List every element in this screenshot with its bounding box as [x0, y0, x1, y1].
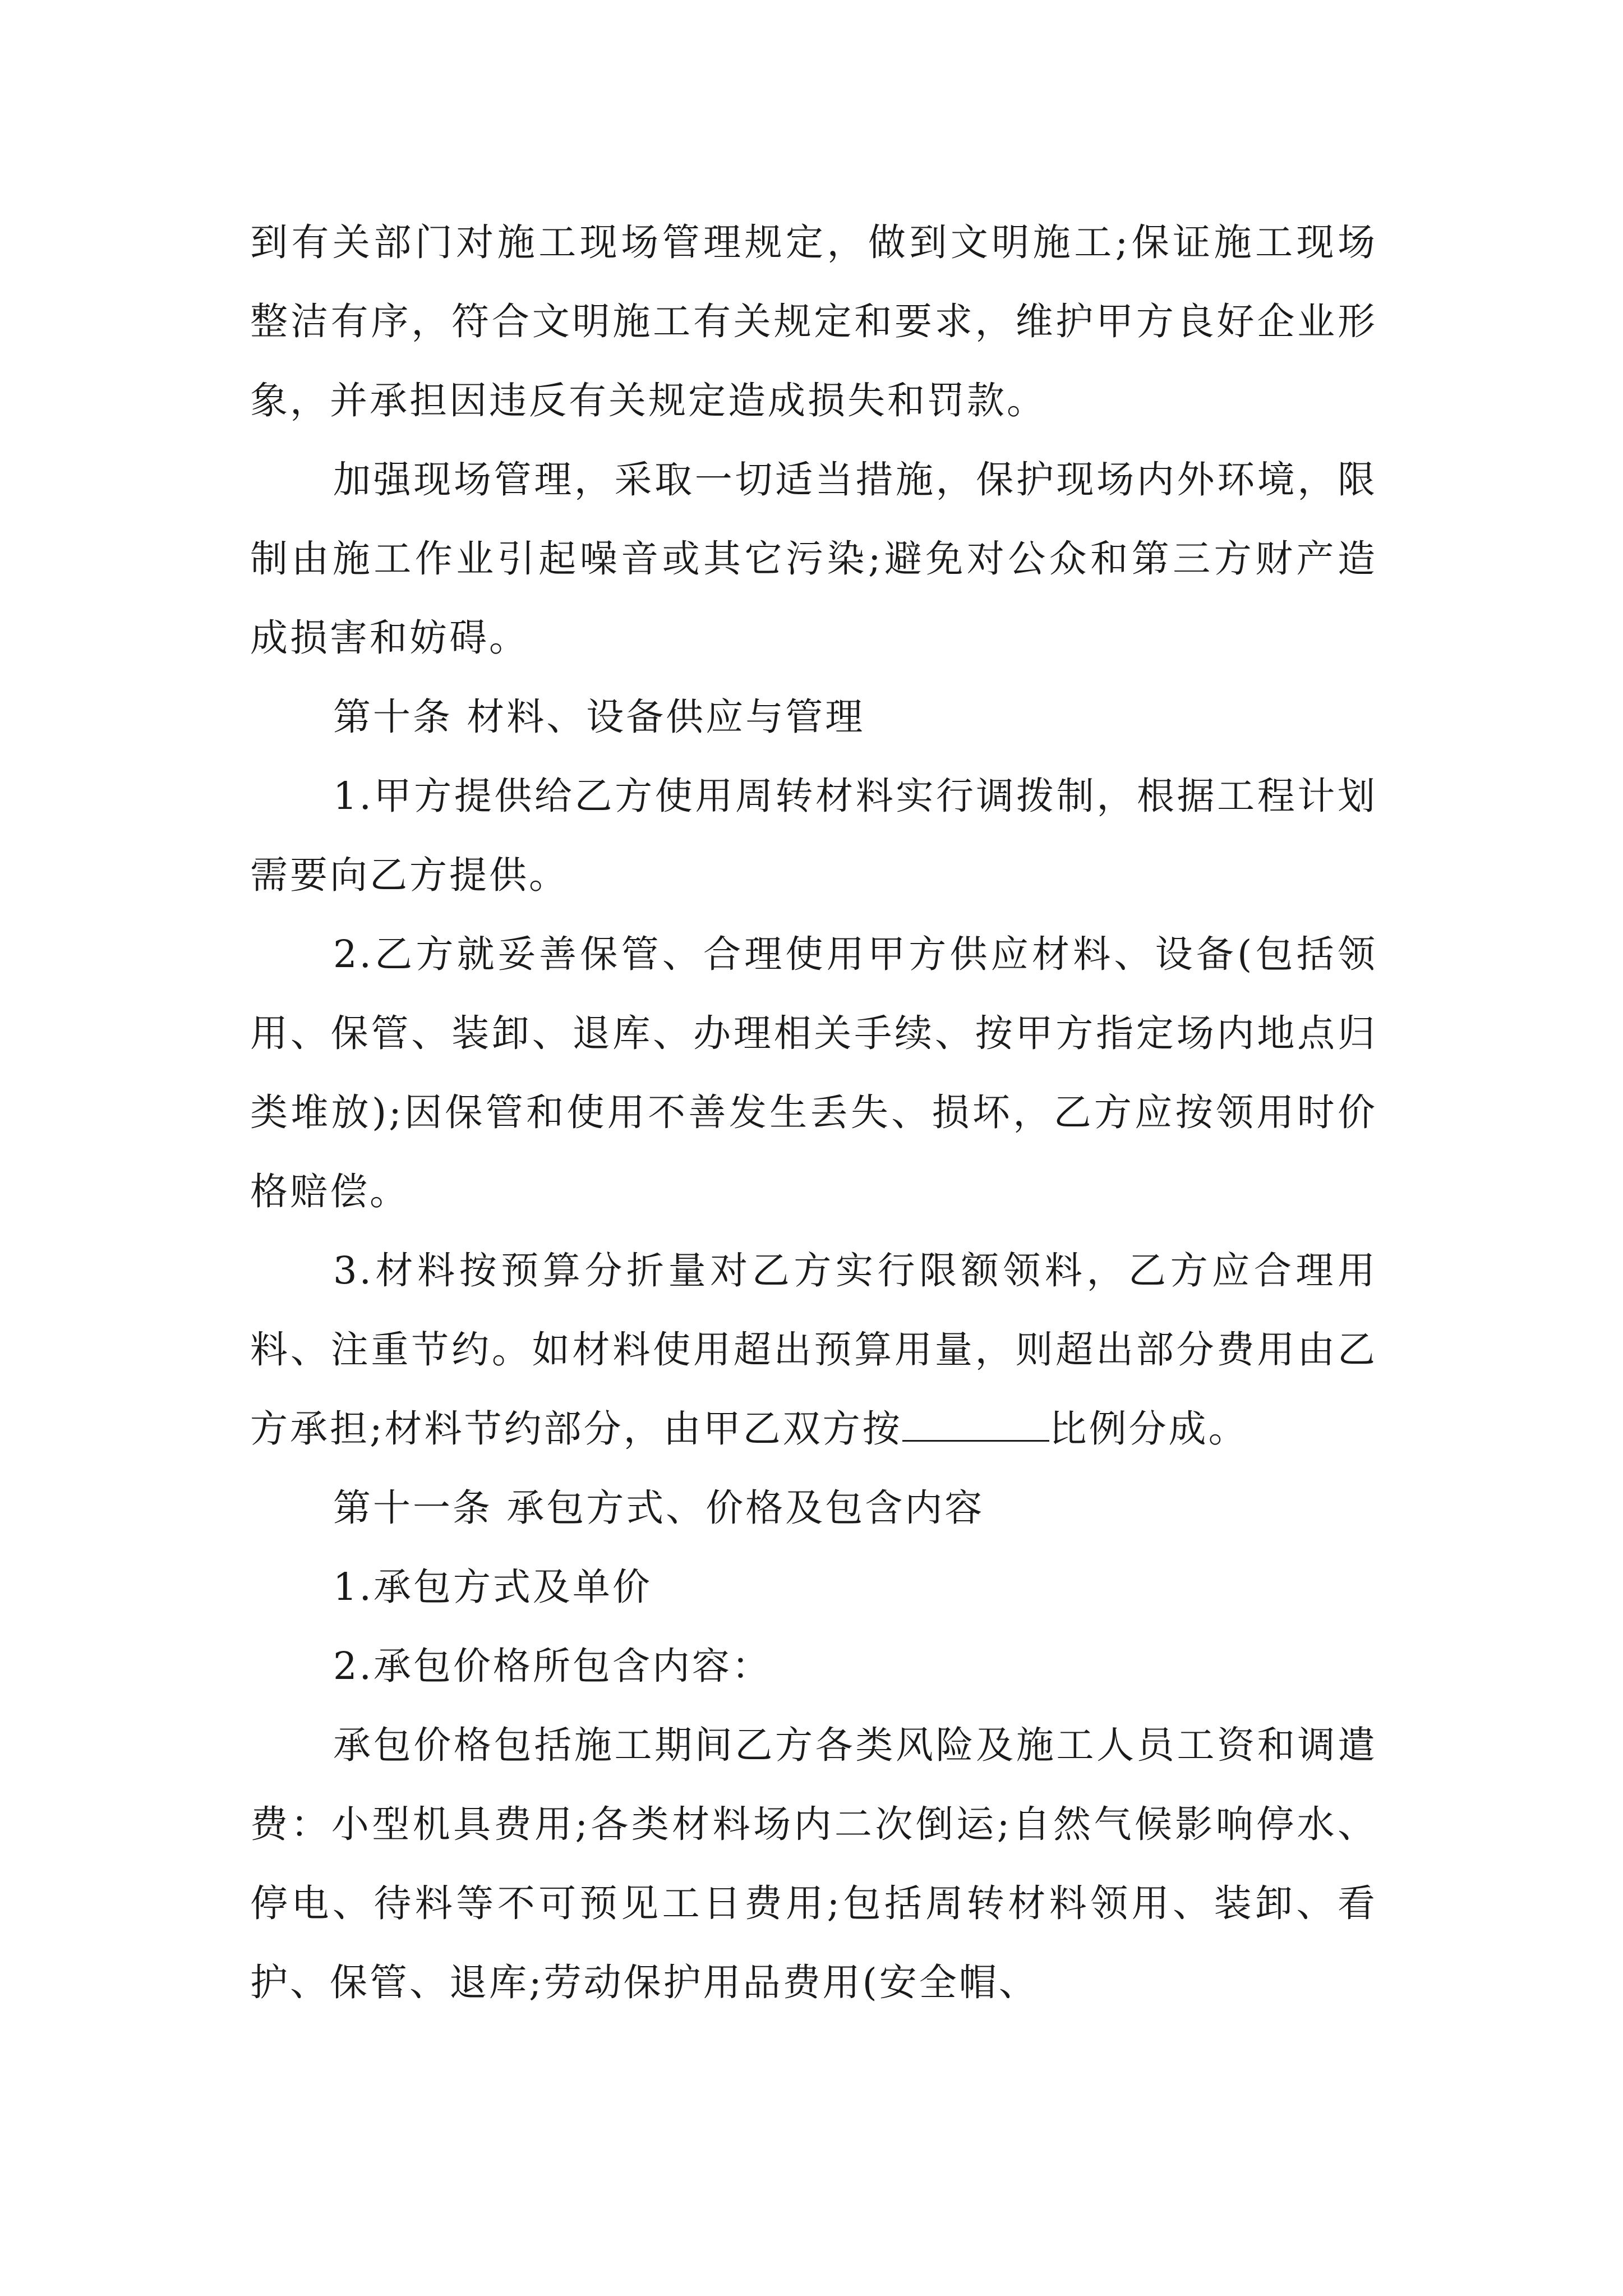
article-11-item-2: 2.承包价格所包含内容： [333, 1644, 772, 1688]
item-3-text-before: 3.材料按预算分折量对乙方实行限额领料，乙方应合理用料、注重节约。如材料使用超出预算用量，则超出部分费用由乙方承担;材料节约部分，由甲乙双方按 [250, 1249, 1377, 1451]
article-10-heading: 第十条 材料、设备供应与管理 [333, 695, 865, 739]
article-10-item-3 [250, 1231, 1377, 1469]
article-10-item-1: 1.甲方提供给乙方使用周转材料实行调拨制，根据工程计划需要向乙方提供。 [250, 774, 1377, 897]
document-page [250, 203, 1377, 2022]
paragraph-site-management: 加强现场管理，采取一切适当措施，保护现场内外环境，限制由施工作业引起噪音或其它污染;避免对公众和第三方财产造成损害和妨碍。 [250, 458, 1377, 660]
article-11-heading: 第十一条 承包方式、价格及包含内容 [333, 1486, 985, 1530]
fill-in-blank [902, 1406, 1049, 1442]
item-3-text-after: 比例分成。 [1049, 1407, 1248, 1451]
paragraph-civilized-construction: 到有关部门对施工现场管理规定，做到文明施工;保证施工现场整洁有序，符合文明施工有关规定和要求，维护甲方良好企业形象，并承担因违反有关规定造成损失和罚款。 [250, 220, 1377, 422]
article-10-item-2: 2.乙方就妥善保管、合理使用甲方供应材料、设备(包括领用、保管、装卸、退库、办理相关手续、按甲方指定场内地点归类堆放);因保管和使用不善发生丢失、损坏，乙方应按领用时价格赔偿。 [250, 932, 1377, 1213]
paragraph-contract-price-contents: 承包价格包括施工期间乙方各类风险及施工人员工资和调遣费：小型机具费用;各类材料场内二次倒运;自然气候影响停水、停电、待料等不可预见工日费用;包括周转材料领用、装卸、看护、保管、退库;劳动保护用品费用(安全帽、 [250, 1723, 1377, 2004]
article-11-item-1: 1.承包方式及单价 [333, 1565, 652, 1609]
